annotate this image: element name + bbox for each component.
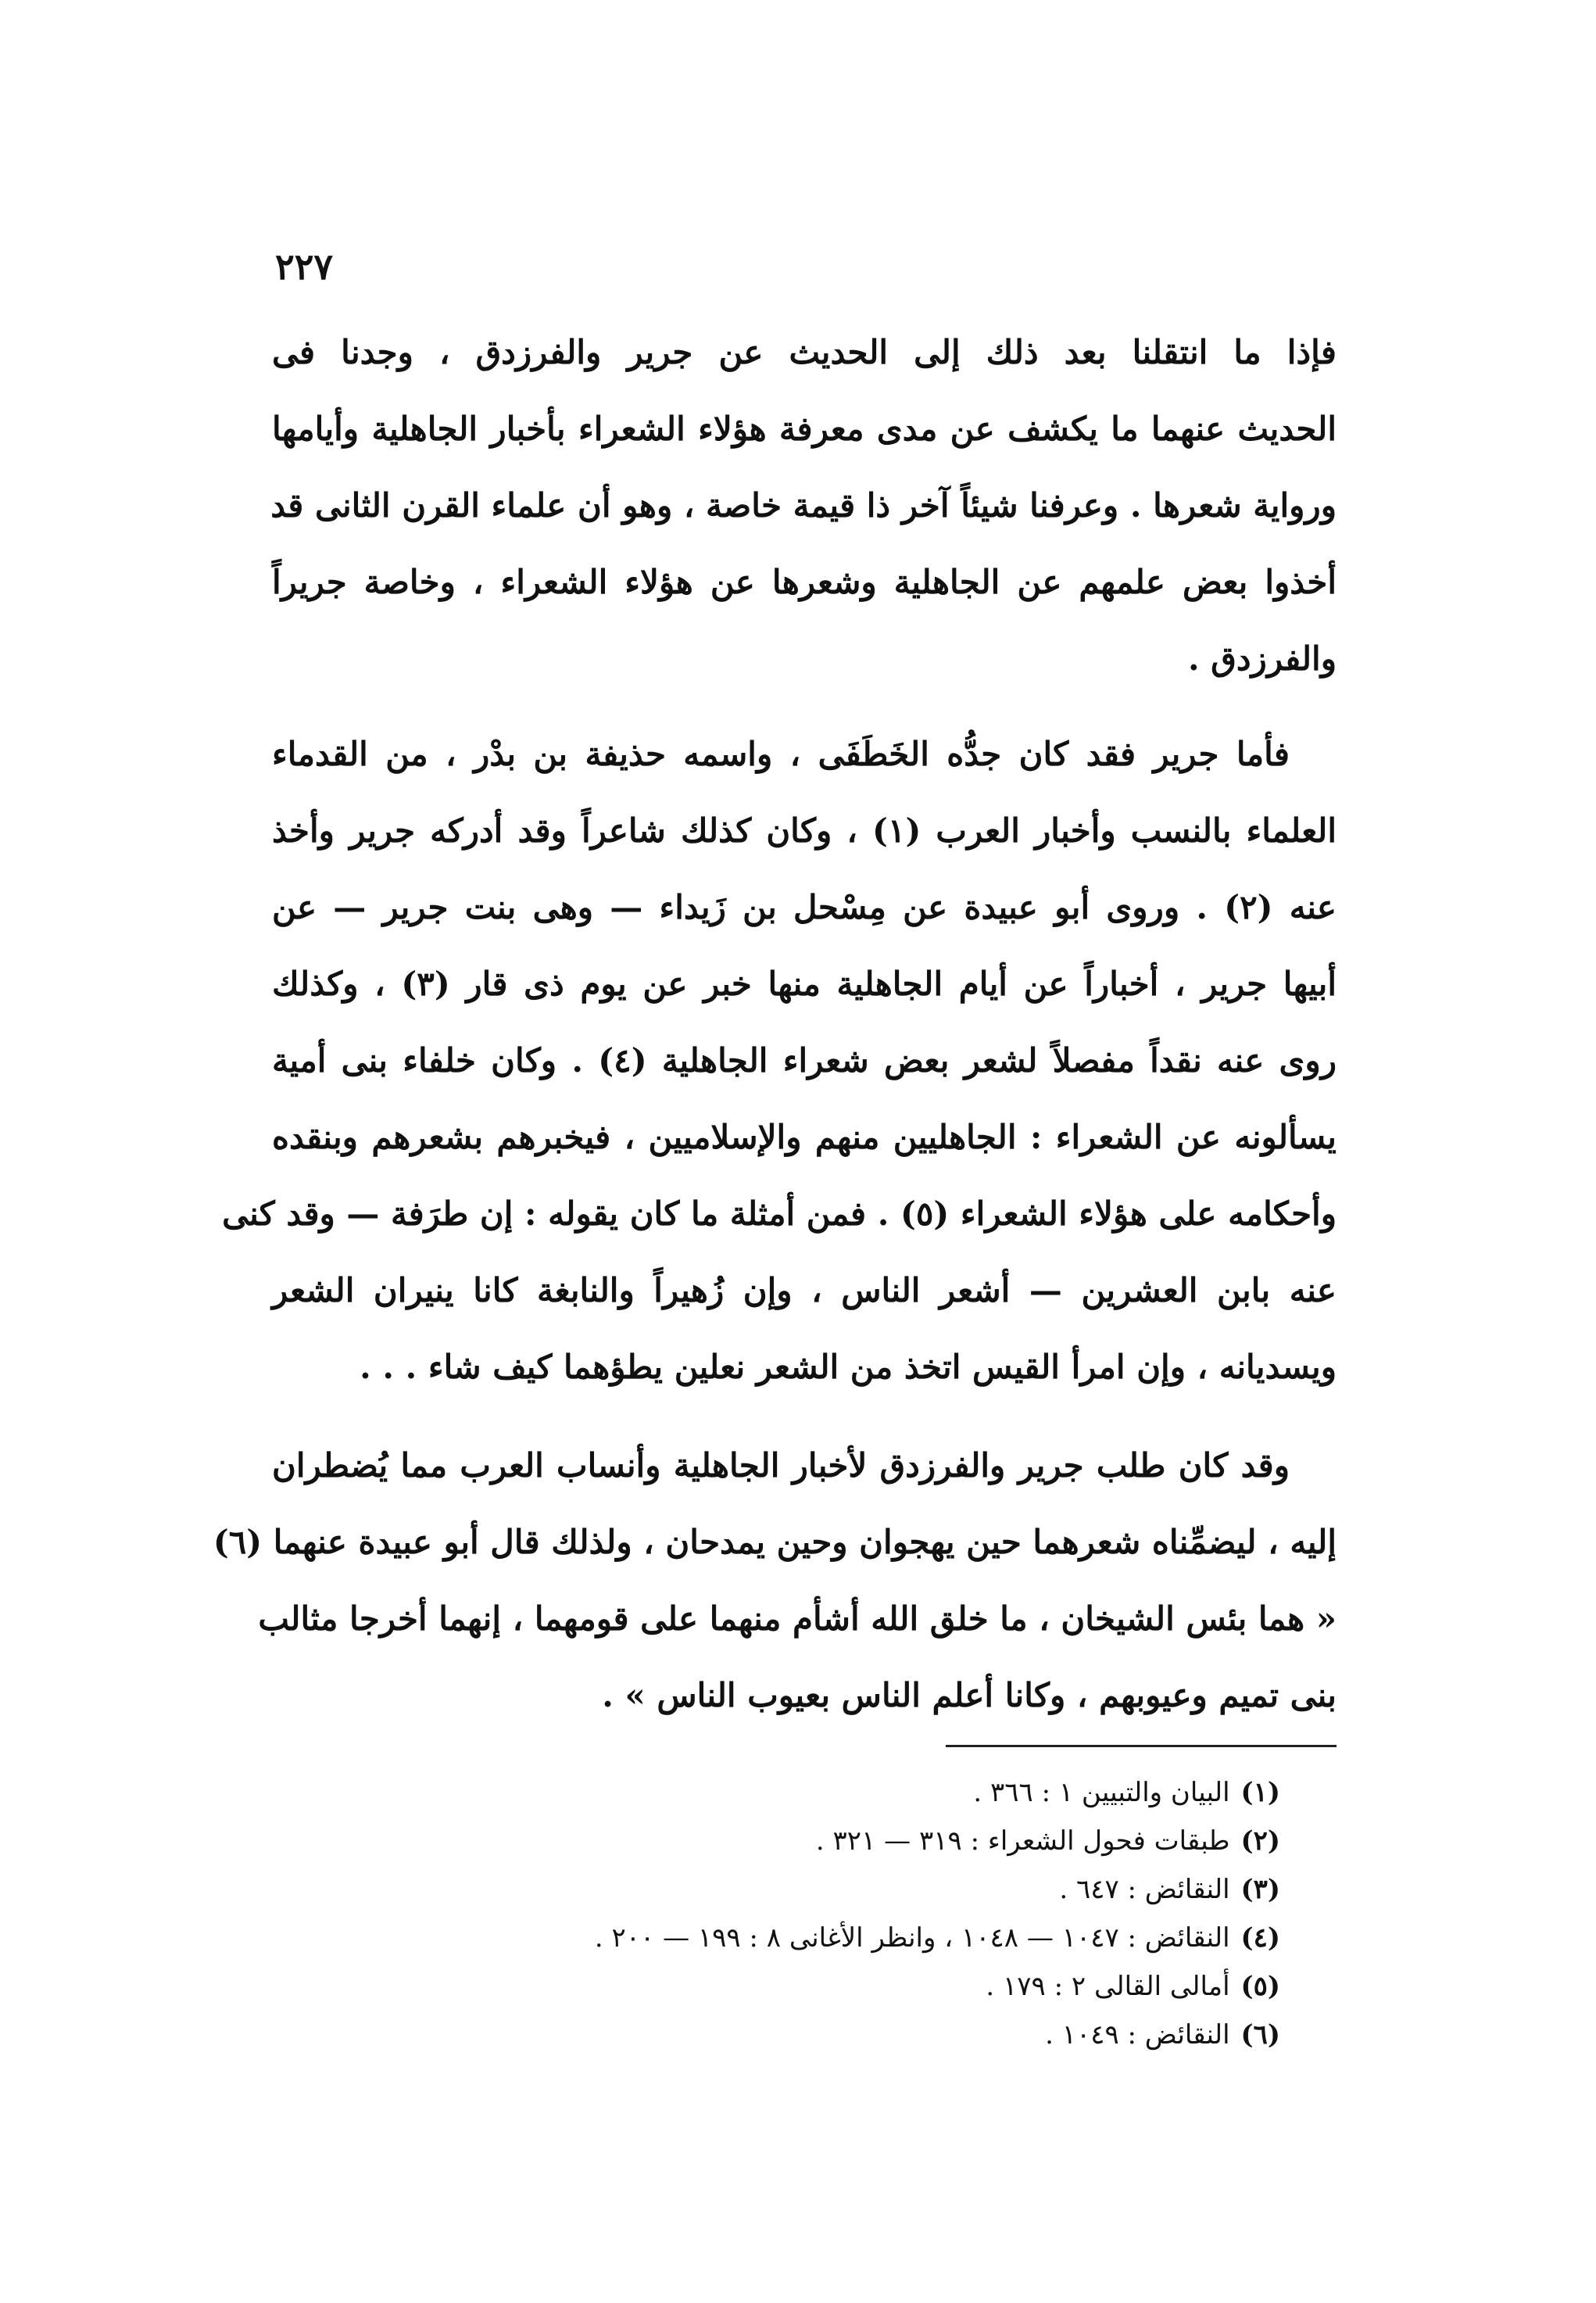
footnote-text: النقائض : ١٠٤٩ . <box>1045 2019 1230 2050</box>
paragraph-line: يسألونه عن الشعراء : الجاهليين منهم والإسلاميين ، فيخبرهم بشعرهم وبنقده <box>272 1118 1337 1156</box>
footnote-number: (٥) <box>1240 1971 1280 2002</box>
footnotes <box>272 1768 1280 2059</box>
footnote-number: (٢) <box>1240 1825 1280 1857</box>
footnote-number: (٣) <box>1240 1874 1280 1905</box>
paragraph-line: روى عنه نقداً مفصلاً لشعر بعض شعراء الجاهلية (٤) . وكان خلفاء بنى أمية <box>272 1041 1337 1080</box>
paragraph-line: « هما بئس الشيخان ، ما خلق الله أشأم منهما على قومهما ، إنهما أخرجا مثالب <box>258 1599 1337 1638</box>
footnote-text: النقائض : ٦٤٧ . <box>1059 1874 1230 1905</box>
footnote-text: النقائض : ١٠٤٧ — ١٠٤٨ ، وانظر الأغانى ٨ : ١٩٩ — ٢٠٠ . <box>594 1922 1230 1954</box>
paragraph-line: وأحكامه على هؤلاء الشعراء (٥) . فمن أمثلة ما كان يقوله : إن طرَفة — وقد كنى <box>222 1194 1337 1233</box>
footnote <box>272 1768 1280 1817</box>
paragraph-line: أبيها جرير ، أخباراً عن أيام الجاهلية منها خبر عن يوم ذى قار (٣) ، وكذلك <box>272 965 1337 1003</box>
paragraph-line: وقد كان طلب جرير والفرزدق لأخبار الجاهلية وأنساب العرب مما يُضطران <box>272 1446 1290 1485</box>
paragraph-line: أخذوا بعض علمهم عن الجاهلية وشعرها عن هؤلاء الشعراء ، وخاصة جريراً <box>272 563 1337 601</box>
footnote <box>272 1962 1280 2011</box>
footnote-number: (٤) <box>1240 1922 1280 1954</box>
footnote-number: (١) <box>1240 1777 1280 1808</box>
paragraph-2 <box>222 716 1337 1406</box>
footnote <box>272 2011 1280 2059</box>
footnote <box>272 1865 1280 1914</box>
footnote-text: البيان والتبيين ١ : ٣٦٦ . <box>973 1777 1230 1808</box>
paragraph-line: عنه بابن العشرين — أشعر الناس ، وإن زُهيراً والنابغة كانا ينيران الشعر <box>272 1271 1337 1309</box>
paragraph-line: فإذا ما انتقلنا بعد ذلك إلى الحديث عن جرير والفرزدق ، وجدنا فى <box>272 333 1337 371</box>
paragraph-line: والفرزدق . <box>1188 639 1337 678</box>
paragraph-line: ورواية شعرها . وعرفنا شيئاً آخر ذا قيمة خاصة ، وهو أن علماء القرن الثانى قد <box>270 486 1337 525</box>
paragraph-line: العلماء بالنسب وأخبار العرب (١) ، وكان كذلك شاعراً وقد أدركه جرير وأخذ <box>272 811 1337 850</box>
paragraph-line: إليه ، ليضمِّناه شعرهما حين يهجوان وحين يمدحان ، ولذلك قال أبو عبيدة عنهما (٦) <box>213 1523 1337 1561</box>
footnote <box>272 1914 1280 1962</box>
paragraph-line: الحديث عنهما ما يكشف عن مدى معرفة هؤلاء الشعراء بأخبار الجاهلية وأيامها <box>272 410 1337 448</box>
page-number: ٢٢٧ <box>275 245 334 288</box>
paragraph-line: عنه (٢) . وروى أبو عبيدة عن مِسْحل بن زَيداء — وهى بنت جرير — عن <box>272 888 1337 926</box>
paragraph-1 <box>272 314 1337 697</box>
footnote-text: طبقات فحول الشعراء : ٣١٩ — ٣٢١ . <box>815 1825 1230 1857</box>
paragraph-line: بنى تميم وعيوبهم ، وكانا أعلم الناس بعيوب الناس » . <box>602 1676 1337 1714</box>
paragraph-line: فأما جرير فقد كان جدُّه الخَطَفَى ، واسمه حذيفة بن بدْر ، من القدماء <box>272 735 1290 773</box>
paragraph-3 <box>213 1427 1337 1734</box>
footnote <box>272 1817 1280 1865</box>
paragraph-line: ويسديانه ، وإن امرأ القيس اتخذ من الشعر نعلين يطؤهما كيف شاء . . . <box>360 1348 1337 1386</box>
footnote-separator <box>946 1745 1337 1747</box>
footnote-number: (٦) <box>1240 2019 1280 2050</box>
footnote-text: أمالى القالى ٢ : ١٧٩ . <box>986 1971 1230 2002</box>
